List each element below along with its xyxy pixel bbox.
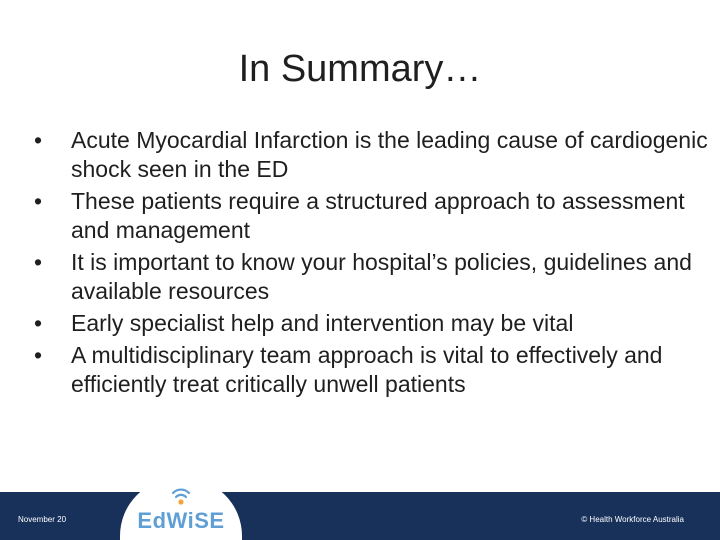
bullet-text: Acute Myocardial Infarction is the leading cause of cardiogenic shock seen in the ED <box>71 127 708 182</box>
edwise-logo <box>120 478 242 540</box>
bullet-item <box>28 187 708 245</box>
bullet-list <box>28 126 708 402</box>
bullet-text: Early specialist help and intervention may be vital <box>71 310 574 336</box>
wifi-signal-icon <box>169 483 193 507</box>
bullet-marker: • <box>33 310 43 336</box>
bullet-item <box>28 126 708 184</box>
footer-date: November 20 <box>18 515 67 524</box>
footer-bar <box>0 492 720 540</box>
bullet-marker: • <box>33 249 43 275</box>
bullet-marker: • <box>33 127 43 153</box>
slide-title: In Summary… <box>238 48 482 90</box>
bullet-item <box>28 248 708 306</box>
bullet-text: It is important to know your hospital’s policies, guidelines and available resources <box>71 249 692 304</box>
bullet-marker: • <box>33 188 43 214</box>
bullet-item <box>28 309 708 338</box>
footer-copyright: © Health Workforce Australia <box>581 515 684 524</box>
bullet-text: A multidisciplinary team approach is vital to effectively and efficiently treat critically unwell patients <box>71 342 663 397</box>
bullet-marker: • <box>33 342 43 368</box>
bullet-item <box>28 341 708 399</box>
logo-text: EdWiSE <box>137 508 225 533</box>
bullet-text: These patients require a structured approach to assessment and management <box>71 188 685 243</box>
